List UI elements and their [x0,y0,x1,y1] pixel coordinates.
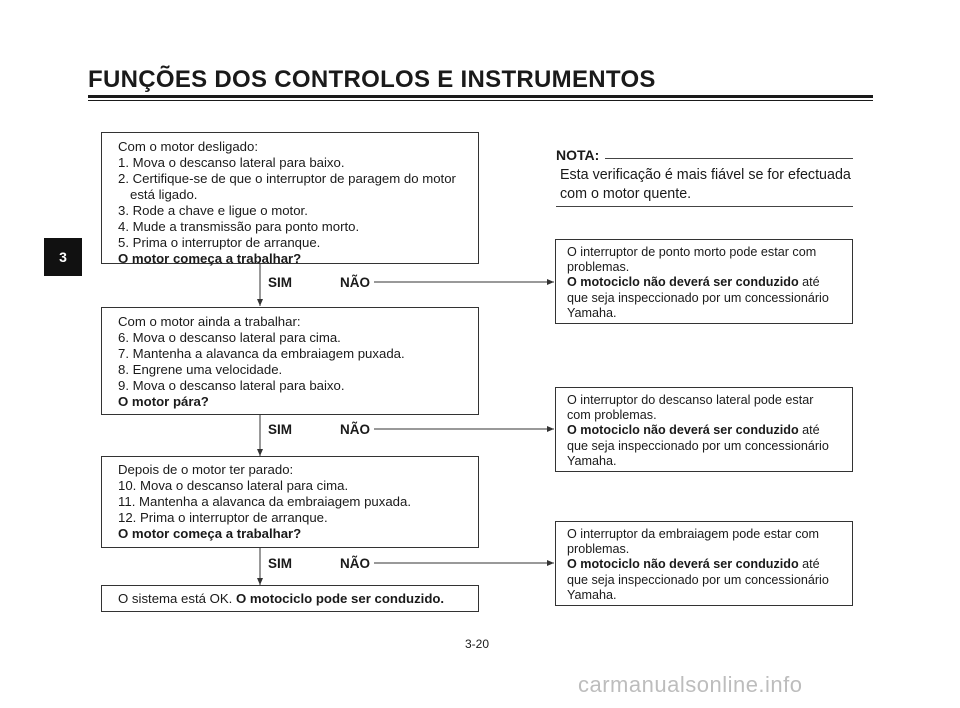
step-1-line: Com o motor desligado: [118,139,259,154]
step-1-question: O motor começa a trabalhar? [118,251,302,266]
step-2-question: O motor pára? [118,394,209,409]
problem-1-line: O interruptor de ponto morto pode estar com [567,245,817,259]
note-title: NOTA: [556,147,600,163]
problem-1-line: problemas. [567,260,630,275]
warning-rest: até [798,557,820,572]
step-3-line: Depois de o motor ter parado: [118,462,294,477]
problem-2-warning [567,423,852,438]
step-2-line: Com o motor ainda a trabalhar: [118,314,301,329]
warning-rest: até [798,275,820,290]
step-1-line: 5. Prima o interruptor de arranque. [118,235,321,250]
problem-1-line: que seja inspeccionado por um concessionário [567,290,829,305]
step-2-line: 6. Mova o descanso lateral para cima. [118,330,341,345]
problem-1-line: Yamaha. [567,305,617,320]
final-text [118,591,478,607]
warning-bold: O motociclo não deverá ser conduzido [567,423,799,438]
problem-box-3 [555,521,853,606]
note-line-1: Esta verificação é mais fiável se for efectuada [560,167,851,183]
yes-label: SIM [268,556,293,571]
note-line-2: com o motor quente. [560,186,692,202]
step-3-line: 12. Prima o interruptor de arranque. [118,510,328,525]
final-bold: O motociclo pode ser conduzido. [236,591,445,606]
final-status: O sistema está OK. [118,591,233,606]
final-box [101,585,479,612]
problem-3-line: que seja inspeccionado por um concessionário [567,572,829,587]
problem-2-line: com problemas. [567,408,657,423]
step-1-line: 4. Mude a transmissão para ponto morto. [118,219,360,234]
step-box-1 [101,132,479,264]
warning-rest: até [798,423,820,438]
problem-2-line: que seja inspeccionado por um concessionário [567,438,829,453]
step-3-line: 10. Mova o descanso lateral para cima. [118,478,349,493]
chapter-tab: 3 [44,238,82,276]
problem-3-line: O interruptor da embraiagem pode estar com [567,527,819,541]
problem-3-line: problemas. [567,542,630,557]
no-label: NÃO [340,556,370,571]
step-1-line: está ligado. [130,187,198,202]
step-2-line: 7. Mantenha a alavanca da embraiagem puxada. [118,346,405,361]
problem-2-line: O interruptor do descanso lateral pode estar [567,393,814,407]
yes-label: SIM [268,275,293,290]
step-1-line: 3. Rode a chave e ligue o motor. [118,203,308,218]
problem-3-line: Yamaha. [567,587,617,602]
step-3-question: O motor começa a trabalhar? [118,526,302,541]
warning-bold: O motociclo não deverá ser conduzido [567,275,799,290]
step-2-line: 8. Engrene uma velocidade. [118,362,283,377]
step-1-line: 1. Mova o descanso lateral para baixo. [118,155,345,170]
step-box-2 [101,307,479,415]
problem-3-warning [567,557,852,572]
step-box-3 [101,456,479,548]
step-2-line: 9. Mova o descanso lateral para baixo. [118,378,345,393]
problem-box-1 [555,239,853,324]
page-title: FUNÇÕES DOS CONTROLOS E INSTRUMENTOS [88,66,656,93]
step-3-line: 11. Mantenha a alavanca da embraiagem puxada. [118,494,412,509]
watermark: carmanualsonline.info [578,672,803,697]
warning-bold: O motociclo não deverá ser conduzido [567,557,799,572]
no-label: NÃO [340,422,370,437]
yes-label: SIM [268,422,293,437]
problem-2-line: Yamaha. [567,453,617,468]
page-number: 3-20 [465,637,490,651]
step-1-line: 2. Certifique-se de que o interruptor de paragem do motor [118,171,456,186]
problem-1-warning [567,275,852,290]
no-label: NÃO [340,275,370,290]
problem-box-2 [555,387,853,472]
